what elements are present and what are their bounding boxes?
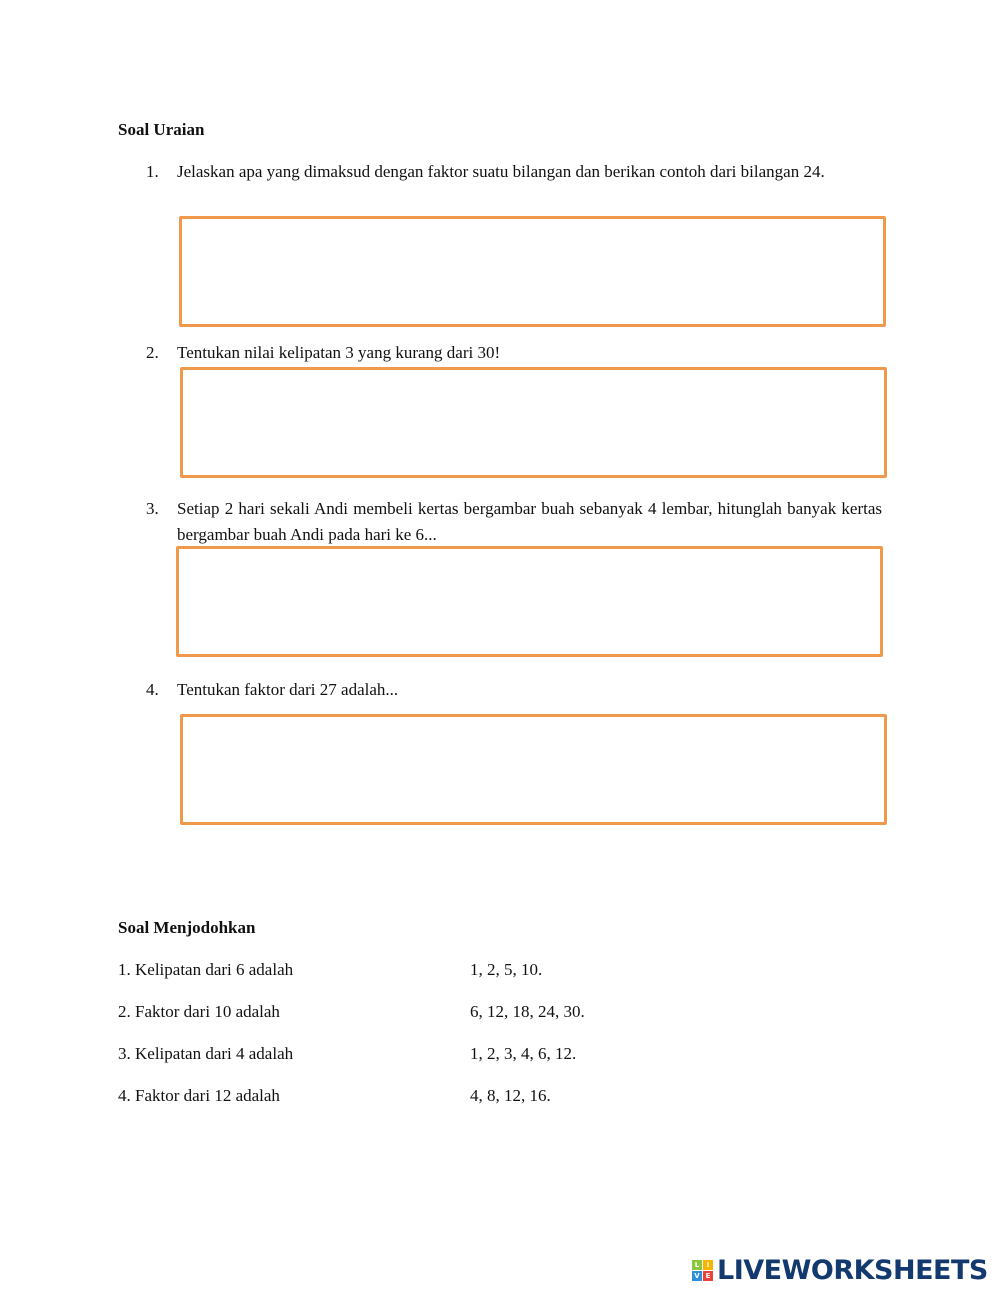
answer-box-2[interactable]	[180, 367, 887, 478]
liveworksheets-logo	[692, 1255, 988, 1286]
answer-box-3[interactable]	[176, 546, 883, 657]
logo-tile: V	[692, 1271, 702, 1281]
logo-tile: E	[703, 1271, 713, 1281]
logo-tile: L	[692, 1260, 702, 1270]
match-left-item[interactable]: 4. Faktor dari 12 adalah	[118, 1086, 280, 1105]
section-title-menjodohkan: Soal Menjodohkan	[118, 918, 256, 937]
question-number: 2.	[146, 343, 159, 362]
question-text: Tentukan nilai kelipatan 3 yang kurang dari 30!	[177, 343, 501, 362]
logo-text: LIVEWORKSHEETS	[717, 1255, 988, 1286]
match-left-item[interactable]: 3. Kelipatan dari 4 adalah	[118, 1044, 294, 1063]
question-text: Tentukan faktor dari 27 adalah...	[177, 680, 399, 699]
answer-box-4[interactable]	[180, 714, 887, 825]
question-number: 1.	[146, 162, 159, 181]
match-right-item[interactable]: 1, 2, 3, 4, 6, 12.	[470, 1044, 577, 1063]
logo-tiles-icon	[692, 1260, 713, 1281]
match-left-item[interactable]: 2. Faktor dari 10 adalah	[118, 1002, 280, 1021]
section-title-uraian: Soal Uraian	[118, 120, 205, 139]
question-number: 3.	[146, 499, 159, 518]
match-right-item[interactable]: 1, 2, 5, 10.	[470, 960, 543, 979]
logo-tile: I	[703, 1260, 713, 1270]
match-left-item[interactable]: 1. Kelipatan dari 6 adalah	[118, 960, 294, 979]
question-number: 4.	[146, 680, 159, 699]
question-text: Jelaskan apa yang dimaksud dengan faktor suatu bilangan dan berikan contoh dari bilangan 24.	[177, 162, 825, 181]
answer-box-1[interactable]	[179, 216, 886, 327]
match-right-item[interactable]: 6, 12, 18, 24, 30.	[470, 1002, 585, 1021]
match-right-item[interactable]: 4, 8, 12, 16.	[470, 1086, 551, 1105]
question-text: Setiap 2 hari sekali Andi membeli kertas bergambar buah sebanyak 4 lembar, hitunglah banyak kertas bergambar buah Andi pada hari ke 6...	[177, 499, 882, 544]
